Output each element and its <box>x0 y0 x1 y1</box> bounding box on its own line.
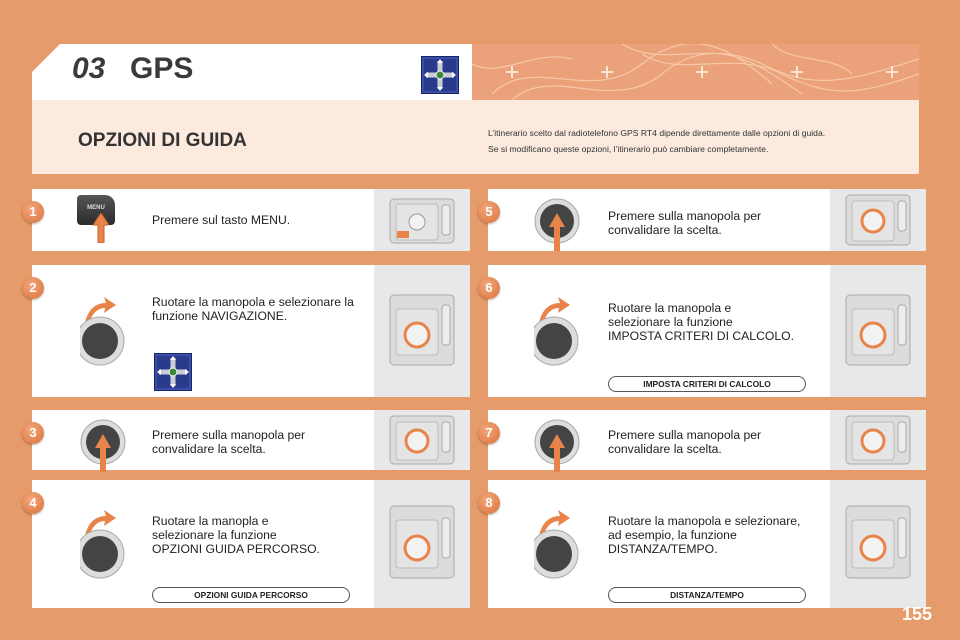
radio-panel-illustration <box>830 265 926 397</box>
step-number: 2 <box>22 277 44 299</box>
header-map-decoration <box>472 44 919 100</box>
radio-panel-illustration <box>830 189 926 251</box>
step-line: IMPOSTA CRITERI DI CALCOLO. <box>608 329 795 343</box>
step-line: selezionare la funzione <box>152 528 277 542</box>
menu-option-pill: OPZIONI GUIDA PERCORSO <box>152 587 350 603</box>
step-line: Premere sulla manopola per <box>152 428 306 442</box>
intro-line: L’itinerario scelto dal radiotelefono GPS RT4 dipende direttamente dalle opzioni di guida. <box>488 128 826 138</box>
step-line: DISTANZA/TEMPO. <box>608 542 718 556</box>
step-line: Ruotare la manopola e selezionare, <box>608 514 801 528</box>
step-text <box>608 301 823 343</box>
step-text <box>608 514 823 556</box>
step-text <box>608 428 823 456</box>
step-number: 1 <box>22 201 44 223</box>
step-8 <box>485 480 926 608</box>
step-number: 6 <box>478 277 500 299</box>
header-corner <box>32 44 60 72</box>
step-3 <box>29 410 470 470</box>
radio-panel-illustration <box>830 410 926 470</box>
radio-panel-illustration <box>374 265 470 397</box>
radio-panel-illustration <box>374 189 470 251</box>
radio-panel-illustration <box>374 480 470 608</box>
step-line: Ruotare la manopla e <box>152 514 269 528</box>
step-number: 8 <box>478 492 500 514</box>
radio-panel-illustration <box>830 480 926 608</box>
step-1 <box>29 189 470 251</box>
step-line: convalidare la scelta. <box>152 442 266 456</box>
intro-text <box>488 125 908 157</box>
step-6 <box>485 265 926 397</box>
step-number: 7 <box>478 422 500 444</box>
step-number: 4 <box>22 492 44 514</box>
step-text <box>152 428 367 456</box>
radio-panel-illustration <box>374 410 470 470</box>
section-title: OPZIONI DI GUIDA <box>78 130 247 151</box>
step-text <box>152 295 367 323</box>
step-4 <box>29 480 470 608</box>
menu-key-icon: MENU <box>77 195 115 225</box>
step-line: convalidare la scelta. <box>608 223 722 237</box>
step-text <box>152 514 367 556</box>
page-number: 155 <box>901 604 932 624</box>
step-line: Premere sulla manopola per <box>608 428 762 442</box>
knob-press-icon <box>78 416 128 472</box>
knob-press-icon <box>532 416 582 472</box>
step-line: Ruotare la manopola e selezionare la <box>152 295 354 309</box>
chapter-number: 03 <box>72 52 106 85</box>
step-line: ad esempio, la funzione <box>608 528 737 542</box>
step-number: 5 <box>478 201 500 223</box>
menu-option-pill: DISTANZA/TEMPO <box>608 587 806 603</box>
step-line: selezionare la funzione <box>608 315 733 329</box>
step-line: funzione NAVIGAZIONE. <box>152 309 288 323</box>
step-text <box>152 213 367 227</box>
page-title: GPS <box>130 52 194 85</box>
step-line: Premere sul tasto MENU. <box>152 213 291 227</box>
knob-press-icon <box>532 195 582 251</box>
step-2 <box>29 265 470 397</box>
step-line: OPZIONI GUIDA PERCORSO. <box>152 542 320 556</box>
step-7 <box>485 410 926 470</box>
step-5 <box>485 189 926 251</box>
step-number: 3 <box>22 422 44 444</box>
gps-navigation-icon <box>154 353 192 391</box>
step-line: Ruotare la manopola e <box>608 301 732 315</box>
step-line: convalidare la scelta. <box>608 442 722 456</box>
intro-line: Se si modificano queste opzioni, l’itinerario può cambiare completamente. <box>488 144 769 154</box>
gps-navigation-icon <box>421 56 459 94</box>
menu-option-pill: IMPOSTA CRITERI DI CALCOLO <box>608 376 806 392</box>
step-text <box>608 209 823 237</box>
step-line: Premere sulla manopola per <box>608 209 762 223</box>
press-arrow-icon <box>93 213 109 243</box>
